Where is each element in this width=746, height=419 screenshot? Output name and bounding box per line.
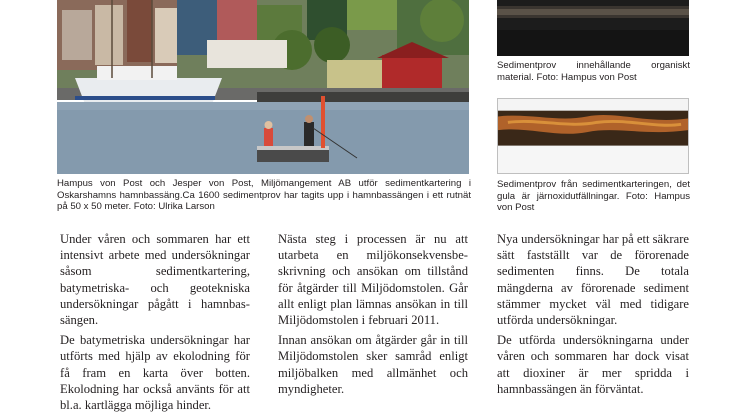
sediment-sample-photo-iron-oxide (497, 98, 689, 174)
column-2-paragraph-1: Nästa steg i processen är nu att utarbeta en miljökonsekvensbeskrivning och ansökan om tillstånd för åtgärder till Miljödomstolen. Går allt enligt plan lämnas ansökan in till Miljödomstolen i februari 2011. (278, 232, 468, 328)
column-2-paragraph-2: Innan ansökan om åtgärder går in till Miljödomstolen sker samråd enligt miljöbalken med allmänhet och myndigheter. (278, 333, 468, 396)
sediment-sample-photo-organic (497, 0, 689, 56)
article-column-1 (60, 231, 250, 417)
column-1-paragraph-2: De batymetriska undersökningar har utförts med hjälp av ekolodning för få fram en karta över botten. Ekolodning har också använts för att bl.a. kartlägga möjliga hinder. (60, 333, 250, 413)
column-3-paragraph-1: Nya undersökningar har på ett säkrare sätt fastställt var de förorenade sedimenten finns. De totala mängderna av förorenade sediment stämmer mycket väl med tidigare utförda undersökningar. (497, 232, 689, 328)
harbour-photo-caption: Hampus von Post och Jesper von Post, Miljömangement AB utför sedimentkartering i Oskarshamns hamnbassäng.Ca 1600 sedimentprov har tagits upp i hamnbassängen i ett rutnät på 50 x 50 meter. Foto: Ulrika Larson (57, 178, 471, 213)
column-3-paragraph-2: De utförda undersökningarna under våren och sommaren har dock visat att dioxiner är mer spridda i hamnbassängen än förväntat. (497, 333, 689, 396)
article-column-3 (497, 231, 689, 401)
harbour-photo (57, 0, 469, 174)
sediment-sample-2-caption: Sedimentprov från sedimentkarteringen, det gula är järnoxidutfällningar. Foto: Hampus von Post (497, 179, 690, 214)
sediment-sample-1-caption: Sedimentprov innehållande organiskt material. Foto: Hampus von Post (497, 60, 690, 83)
column-1-paragraph-1: Under våren och sommaren har ett intensivt arbete med undersökningar såsom sedimentkartering, batymetriska- och geotekniska undersökningar pågått i hamnbassängen. (60, 232, 250, 328)
article-column-2 (278, 231, 468, 401)
